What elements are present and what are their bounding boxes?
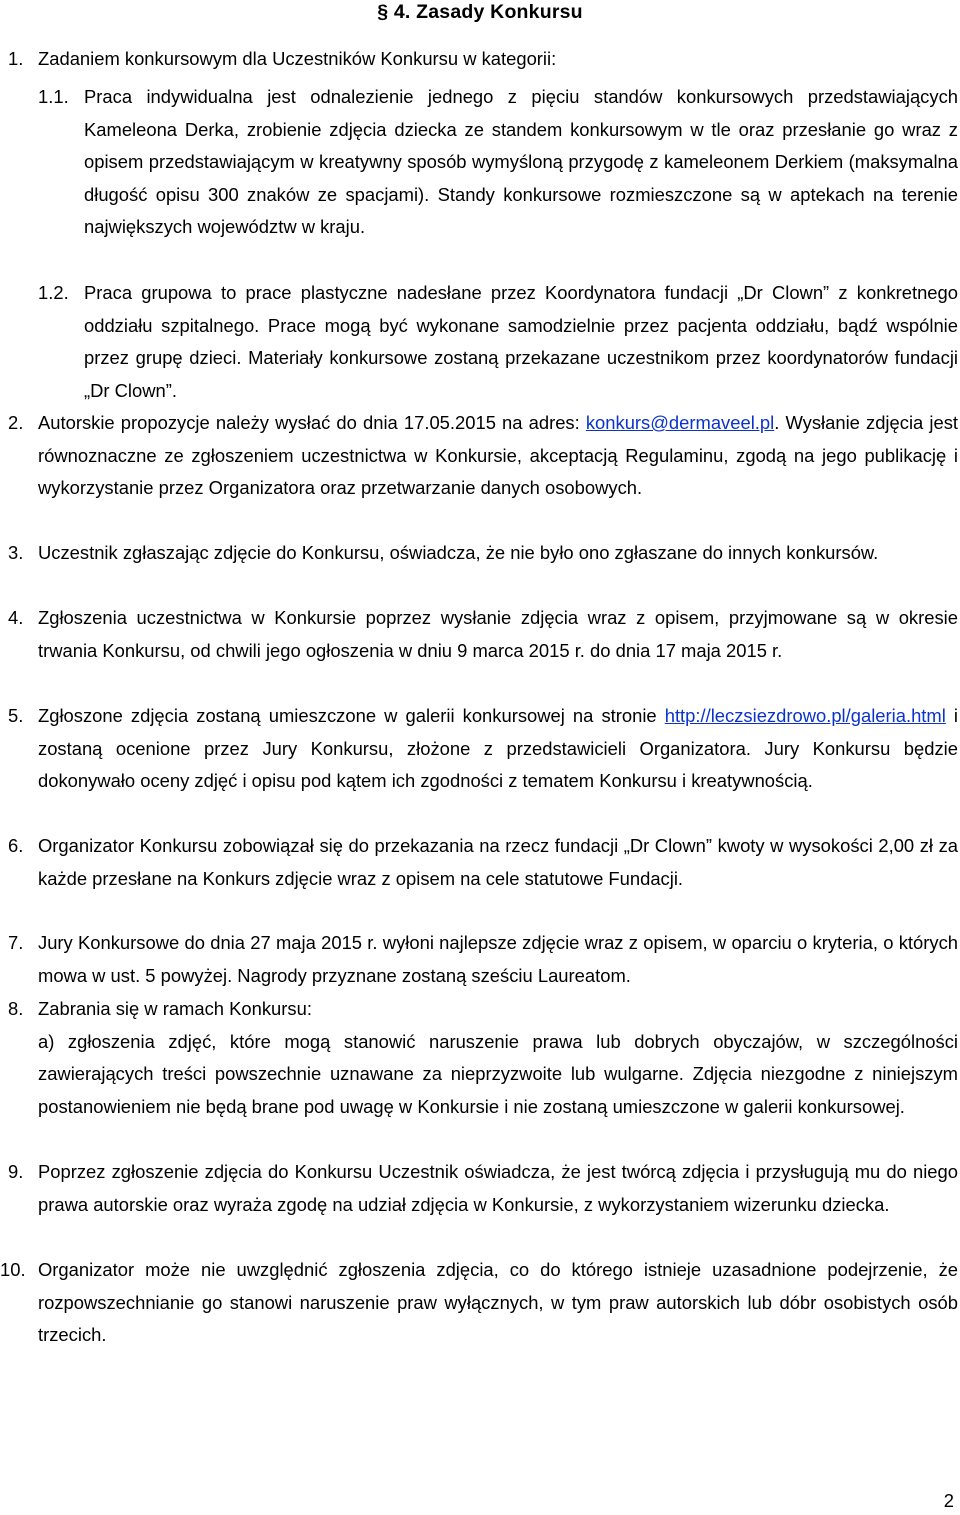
item-text: Poprzez zgłoszenie zdjęcia do Konkursu Uczestnik oświadcza, że jest twórcą zdjęcia i przysługują mu do niego prawa autorskie oraz wyraża zgodę na udział zdjęcia w Konkursie, z wykorzystaniem wizerunku dziecka. <box>38 1161 958 1215</box>
item-text: Praca indywidualna jest odnalezienie jednego z pięciu standów konkursowych przedstawiających Kameleona Derka, zrobienie zdjęcia dziecka ze standem konkursowym w tle oraz przesłanie go wraz z opisem przedstawiającym w kreatywny sposób wymyśloną przygodę z kameleonem Derkiem (maksymalna długość opisu 300 znaków ze spacjami). Standy konkursowe rozmieszczone są w aptekach na terenie największych województw w kraju. <box>84 86 958 238</box>
item-text: Zadaniem konkursowym dla Uczestników Konkursu w kategorii: <box>38 48 557 69</box>
item-text-after: . Wysłanie zdjęcia jest równoznaczne ze zgłoszeniem uczestnictwa w Konkursie, akceptacją Regulaminu, zgodą na jego publikację i wykorzystanie przez Organizatora oraz przetwarzanie danych osobowych. <box>38 412 958 499</box>
item-text: Organizator Konkursu zobowiązał się do przekazania na rzecz fundacji „Dr Clown” kwoty w wysokości 2,00 zł za każde przesłane na Konkurs zdjęcie wraz z opisem na cele statutowe Fundacji. <box>38 835 958 889</box>
item-text: Jury Konkursowe do dnia 27 maja 2015 r. wyłoni najlepsze zdjęcie wraz z opisem, w oparciu o kryteria, o których mowa w ust. 5 powyżej. Nagrody przyznane zostaną sześciu Laureatom. <box>38 932 958 986</box>
rule-item-4 <box>0 602 958 667</box>
item-text-before: Autorskie propozycje należy wysłać do dnia 17.05.2015 na adres: <box>38 412 586 433</box>
rule-item-9 <box>0 1156 958 1221</box>
rule-item-5 <box>0 700 958 798</box>
item-text <box>38 993 958 1123</box>
rule-item-6 <box>0 830 958 895</box>
item-text <box>38 407 958 505</box>
rule-item-1 <box>0 43 958 76</box>
item-text-before: Zgłoszone zdjęcia zostaną umieszczone w galerii konkursowej na stronie <box>38 705 665 726</box>
item-number: 6. <box>8 835 24 856</box>
rule-item-8 <box>0 993 958 1123</box>
rule-item-1-1 <box>0 81 958 244</box>
item-subpoint-a: a) zgłoszenia zdjęć, które mogą stanowić naruszenie prawa lub dobrych obyczajów, w szczególności zawierających treści powszechnie uznawane za nieprzyzwoite lub wulgarne. Zdjęcia niezgodne z niniejszym postanowieniem nie będą brane pod uwagę w Konkursie i nie zostaną umieszczone w galerii konkursowej. <box>38 1030 958 1117</box>
item-text: Organizator może nie uwzględnić zgłoszenia zdjęcia, co do którego istnieje uzasadnione podejrzenie, że rozpowszechnianie go stanowi naruszenie praw wyłącznych, w tym praw autorskich lub dóbr osobistych osób trzecich. <box>38 1259 958 1346</box>
item-number: 3. <box>8 542 24 563</box>
gallery-link[interactable]: http://leczsiezdrowo.pl/galeria.html <box>664 705 946 726</box>
item-intro: Zabrania się w ramach Konkursu: <box>38 998 312 1019</box>
item-number: 2. <box>8 412 24 433</box>
item-number: 10. <box>0 1259 26 1280</box>
rule-item-7 <box>0 927 958 992</box>
rule-item-10 <box>0 1254 958 1352</box>
item-text <box>38 700 958 798</box>
rule-item-3 <box>0 537 958 570</box>
section-heading: § 4. Zasady Konkursu <box>377 1 583 23</box>
item-text: Zgłoszenia uczestnictwa w Konkursie poprzez wysłanie zdjęcia wraz z opisem, przyjmowane są w okresie trwania Konkursu, od chwili jego ogłoszenia w dniu 9 marca 2015 r. do dnia 17 maja 2015 r. <box>38 607 958 661</box>
item-number: 8. <box>8 998 24 1019</box>
item-number: 4. <box>8 607 24 628</box>
item-text: Praca grupowa to prace plastyczne nadesłane przez Koordynatora fundacji „Dr Clown” z konkretnego oddziału szpitalnego. Prace mogą być wykonane samodzielnie przez pacjenta oddziału, bądź wspólnie przez grupę dzieci. Materiały konkursowe zostaną przekazane uczestnikom przez koordynatorów fundacji „Dr Clown”. <box>84 282 958 401</box>
item-text-after: i zostaną ocenione przez Jury Konkursu, złożone z przedstawicieli Organizatora. Jury Konkursu będzie dokonywało oceny zdjęć i opisu pod kątem ich zgodności z tematem Konkursu i kreatywnością. <box>38 705 958 792</box>
page-number: 2 <box>943 1490 954 1511</box>
rule-item-2 <box>0 407 958 505</box>
item-number: 5. <box>8 705 24 726</box>
item-number: 9. <box>8 1161 24 1182</box>
email-link[interactable]: konkurs@dermaveel.pl <box>585 412 775 433</box>
item-number: 7. <box>8 932 24 953</box>
rule-item-1-2 <box>0 277 958 407</box>
item-text: Uczestnik zgłaszając zdjęcie do Konkursu, oświadcza, że nie było ono zgłaszane do innych konkursów. <box>38 542 879 563</box>
item-number: 1.1. <box>38 86 69 107</box>
item-number: 1. <box>8 48 24 69</box>
item-number: 1.2. <box>38 282 69 303</box>
